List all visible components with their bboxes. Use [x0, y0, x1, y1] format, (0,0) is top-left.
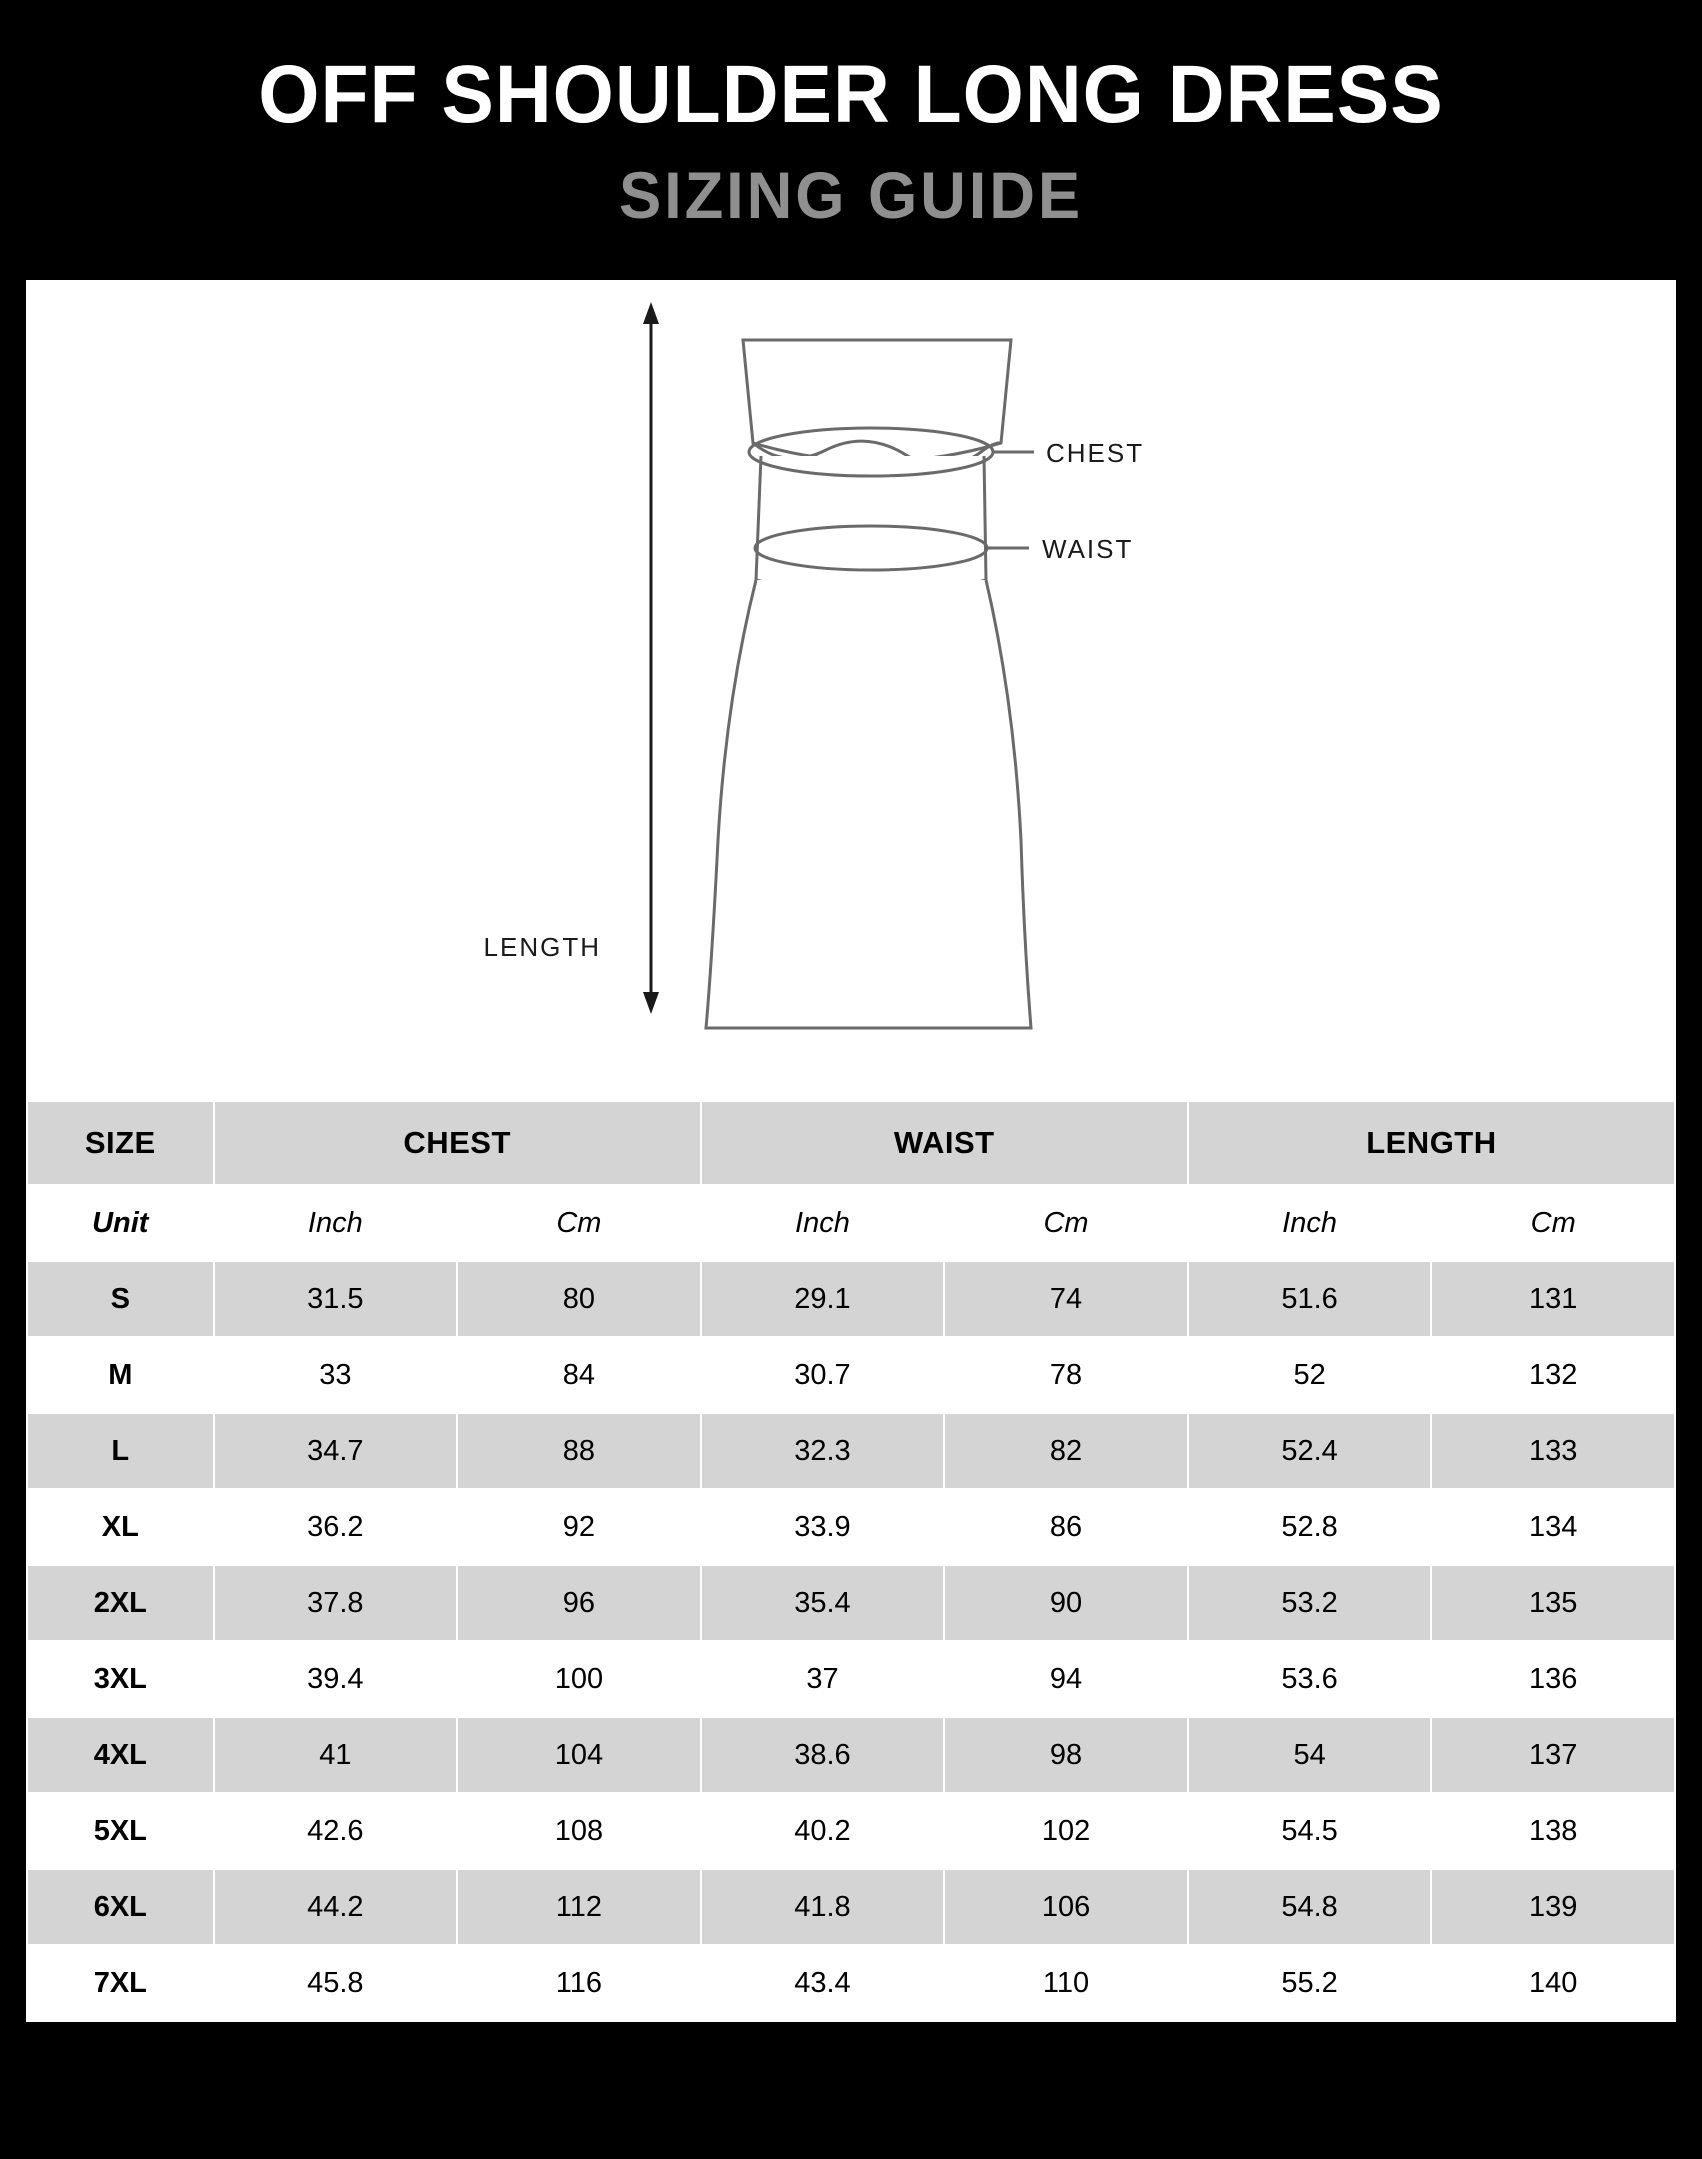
table-row: [27, 1945, 1675, 2021]
chest-label-text: CHEST: [1046, 438, 1145, 468]
row-size: 2XL: [27, 1565, 214, 1641]
table-row: [27, 1489, 1675, 1565]
cell-waist-cm: 106: [944, 1869, 1188, 1945]
cell-waist-cm: 82: [944, 1413, 1188, 1489]
cell-length-cm: 132: [1431, 1337, 1675, 1413]
unit-waist-cm: Cm: [944, 1185, 1188, 1261]
cell-waist-inch: 30.7: [701, 1337, 945, 1413]
unit-chest-cm: Cm: [457, 1185, 701, 1261]
cell-length-cm: 137: [1431, 1717, 1675, 1793]
table-row: [27, 1413, 1675, 1489]
cell-length-inch: 55.2: [1188, 1945, 1432, 2021]
page-subtitle: SIZING GUIDE: [618, 158, 1084, 232]
row-size: 7XL: [27, 1945, 214, 2021]
row-size: S: [27, 1261, 214, 1337]
page-title: OFF SHOULDER LONG DRESS: [258, 49, 1444, 140]
table-body: [27, 1185, 1675, 2021]
table-row: [27, 1641, 1675, 1717]
cell-chest-inch: 37.8: [214, 1565, 458, 1641]
cell-length-cm: 139: [1431, 1869, 1675, 1945]
header-length: LENGTH: [1188, 1101, 1675, 1185]
cell-waist-cm: 110: [944, 1945, 1188, 2021]
cell-waist-inch: 43.4: [701, 1945, 945, 2021]
table-group-header-row: [27, 1101, 1675, 1185]
cell-waist-inch: 29.1: [701, 1261, 945, 1337]
cell-chest-cm: 80: [457, 1261, 701, 1337]
cell-chest-inch: 33: [214, 1337, 458, 1413]
cell-waist-inch: 38.6: [701, 1717, 945, 1793]
table-row: [27, 1717, 1675, 1793]
cell-chest-inch: 36.2: [214, 1489, 458, 1565]
unit-length-inch: Inch: [1188, 1185, 1432, 1261]
cell-length-cm: 138: [1431, 1793, 1675, 1869]
cell-chest-inch: 31.5: [214, 1261, 458, 1337]
row-size: 5XL: [27, 1793, 214, 1869]
cell-length-cm: 133: [1431, 1413, 1675, 1489]
table-row: [27, 1565, 1675, 1641]
unit-row: [27, 1185, 1675, 1261]
header-waist: WAIST: [701, 1101, 1188, 1185]
row-size: M: [27, 1337, 214, 1413]
unit-waist-inch: Inch: [701, 1185, 945, 1261]
cell-chest-cm: 108: [457, 1793, 701, 1869]
cell-waist-inch: 41.8: [701, 1869, 945, 1945]
cell-chest-inch: 39.4: [214, 1641, 458, 1717]
cell-length-cm: 135: [1431, 1565, 1675, 1641]
row-size: 4XL: [27, 1717, 214, 1793]
unit-chest-inch: Inch: [214, 1185, 458, 1261]
cell-chest-cm: 84: [457, 1337, 701, 1413]
cell-waist-cm: 78: [944, 1337, 1188, 1413]
cell-length-inch: 54.5: [1188, 1793, 1432, 1869]
cell-chest-cm: 100: [457, 1641, 701, 1717]
cell-length-inch: 51.6: [1188, 1261, 1432, 1337]
waist-label-text: WAIST: [1042, 534, 1134, 564]
size-table-wrap: [26, 1100, 1676, 2022]
cell-waist-inch: 32.3: [701, 1413, 945, 1489]
cell-chest-inch: 45.8: [214, 1945, 458, 2021]
cell-chest-cm: 112: [457, 1869, 701, 1945]
cell-length-cm: 140: [1431, 1945, 1675, 2021]
cell-chest-inch: 41: [214, 1717, 458, 1793]
cell-length-inch: 54: [1188, 1717, 1432, 1793]
header-size: SIZE: [27, 1101, 214, 1185]
cell-waist-cm: 74: [944, 1261, 1188, 1337]
cell-length-inch: 52.8: [1188, 1489, 1432, 1565]
length-arrow-icon: [643, 302, 659, 1014]
cell-waist-inch: 40.2: [701, 1793, 945, 1869]
table-row: [27, 1261, 1675, 1337]
cell-waist-cm: 102: [944, 1793, 1188, 1869]
cell-length-cm: 136: [1431, 1641, 1675, 1717]
header-chest: CHEST: [214, 1101, 701, 1185]
dress-diagram-panel: [26, 280, 1676, 1100]
cell-waist-inch: 35.4: [701, 1565, 945, 1641]
cell-length-cm: 134: [1431, 1489, 1675, 1565]
cell-waist-cm: 98: [944, 1717, 1188, 1793]
cell-chest-cm: 96: [457, 1565, 701, 1641]
cell-length-inch: 53.6: [1188, 1641, 1432, 1717]
row-size: 3XL: [27, 1641, 214, 1717]
cell-chest-inch: 42.6: [214, 1793, 458, 1869]
cell-chest-cm: 104: [457, 1717, 701, 1793]
table-row: [27, 1869, 1675, 1945]
cell-chest-inch: 34.7: [214, 1413, 458, 1489]
length-label-text: LENGTH: [483, 932, 601, 962]
cell-chest-cm: 92: [457, 1489, 701, 1565]
unit-length-cm: Cm: [1431, 1185, 1675, 1261]
cell-chest-inch: 44.2: [214, 1869, 458, 1945]
cell-chest-cm: 88: [457, 1413, 701, 1489]
table-row: [27, 1337, 1675, 1413]
unit-row-label: Unit: [27, 1185, 214, 1261]
size-table: [26, 1100, 1676, 2022]
cell-length-inch: 54.8: [1188, 1869, 1432, 1945]
header: [0, 0, 1702, 232]
cell-length-inch: 52: [1188, 1337, 1432, 1413]
cell-waist-cm: 90: [944, 1565, 1188, 1641]
cell-waist-inch: 33.9: [701, 1489, 945, 1565]
cell-waist-cm: 94: [944, 1641, 1188, 1717]
cell-waist-cm: 86: [944, 1489, 1188, 1565]
row-size: 6XL: [27, 1869, 214, 1945]
row-size: XL: [27, 1489, 214, 1565]
table-row: [27, 1793, 1675, 1869]
cell-length-cm: 131: [1431, 1261, 1675, 1337]
cell-waist-inch: 37: [701, 1641, 945, 1717]
row-size: L: [27, 1413, 214, 1489]
cell-chest-cm: 116: [457, 1945, 701, 2021]
cell-length-inch: 52.4: [1188, 1413, 1432, 1489]
cell-length-inch: 53.2: [1188, 1565, 1432, 1641]
